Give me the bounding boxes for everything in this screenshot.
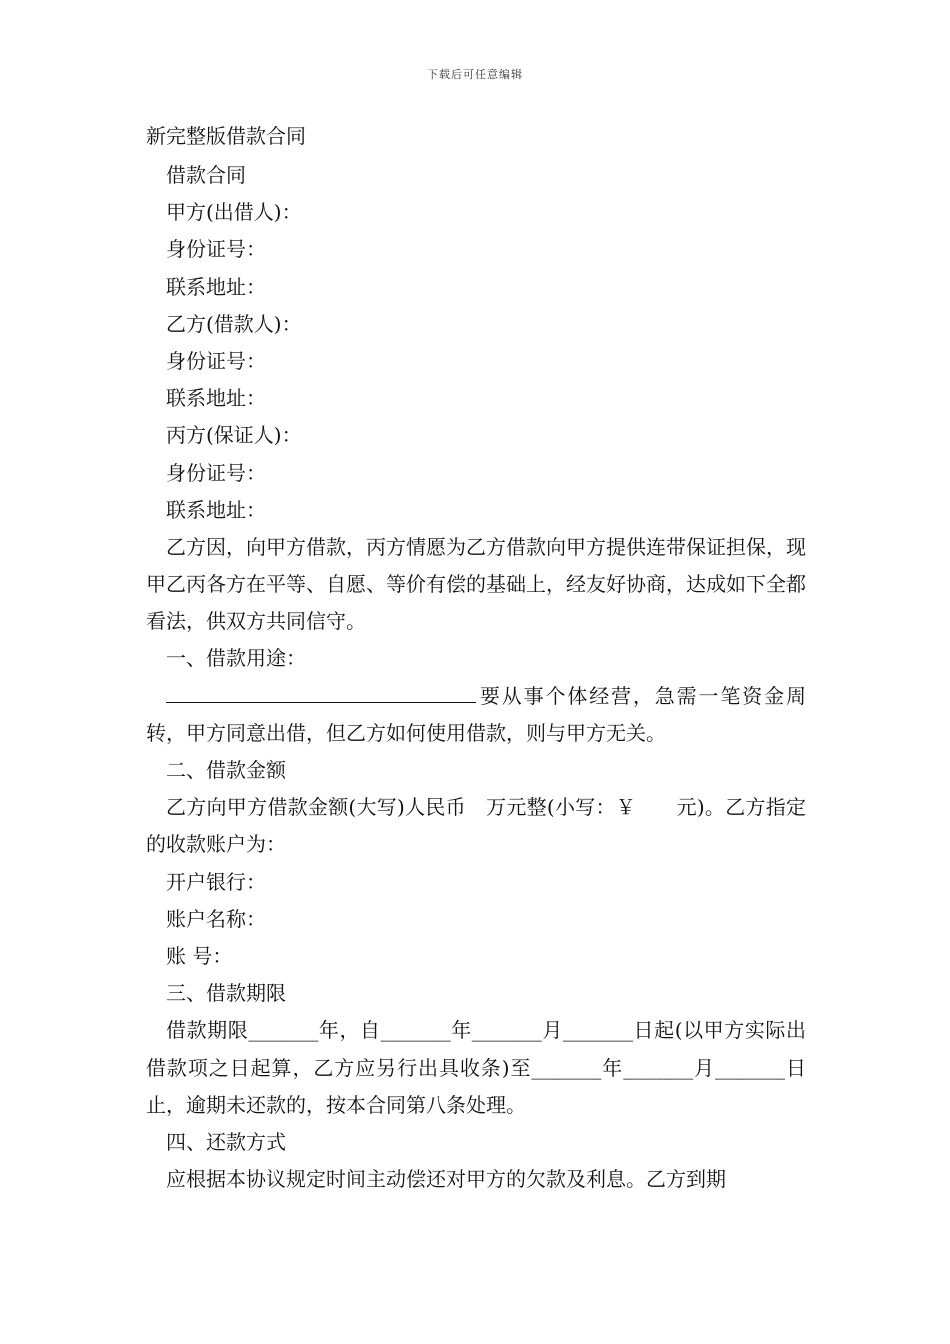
party-c-label: 丙方(保证人)：	[166, 423, 302, 448]
section-3-heading: 三、借款期限	[166, 981, 286, 1006]
party-b-label: 乙方(借款人)：	[166, 311, 302, 336]
account-name-label: 账户名称：	[166, 906, 266, 931]
bank-label: 开户银行：	[166, 869, 266, 894]
section-1-heading: 一、借款用途：	[166, 646, 306, 671]
party-a-id-label: 身份证号：	[166, 237, 266, 262]
section-4-heading: 四、还款方式	[166, 1130, 286, 1155]
account-number-label: 账 号：	[166, 944, 233, 969]
section-4-paragraph: 应根据本协议规定时间主动偿还对甲方的欠款及利息。乙方到期	[166, 1167, 726, 1192]
purpose-blank	[166, 701, 476, 703]
intro-paragraph: 乙方因，向甲方借款，丙方情愿为乙方借款向甲方提供连带保证担保，现甲乙丙各方在平等、自愿、等价有偿的基础上，经友好协商，达成如下全都看法，供双方共同信守。	[146, 534, 806, 634]
party-a-label: 甲方(出借人)：	[166, 200, 302, 225]
party-b-address-label: 联系地址：	[166, 386, 266, 411]
party-c-address-label: 联系地址：	[166, 497, 266, 522]
party-a-address-label: 联系地址：	[166, 274, 266, 299]
contract-heading: 借款合同	[166, 163, 246, 187]
page-header-note: 下载后可任意编辑	[427, 68, 523, 81]
section-3-paragraph: 借款期限_______年，自_______年_______月_______日起(以甲方实际出借款项之日起算，乙方应另行出具收条)至_______年_______月_______日止，逾期未还款的，按本合同第八条处理。	[146, 1018, 806, 1117]
section-2-heading: 二、借款金额	[166, 758, 286, 783]
document-title: 新完整版借款合同	[146, 124, 306, 148]
section-1-paragraph	[146, 678, 806, 752]
section-1-text: 要从事个体经营，急需一笔资金周转，甲方同意出借，但乙方如何使用借款，则与甲方无关。	[146, 683, 806, 745]
contract-body	[146, 157, 806, 1198]
party-b-id-label: 身份证号：	[166, 348, 266, 373]
party-c-id-label: 身份证号：	[166, 460, 266, 485]
section-2-paragraph: 乙方向甲方借款金额(大写)人民币 万元整(小写：￥ 元)。乙方指定的收款账户为：	[146, 795, 806, 857]
